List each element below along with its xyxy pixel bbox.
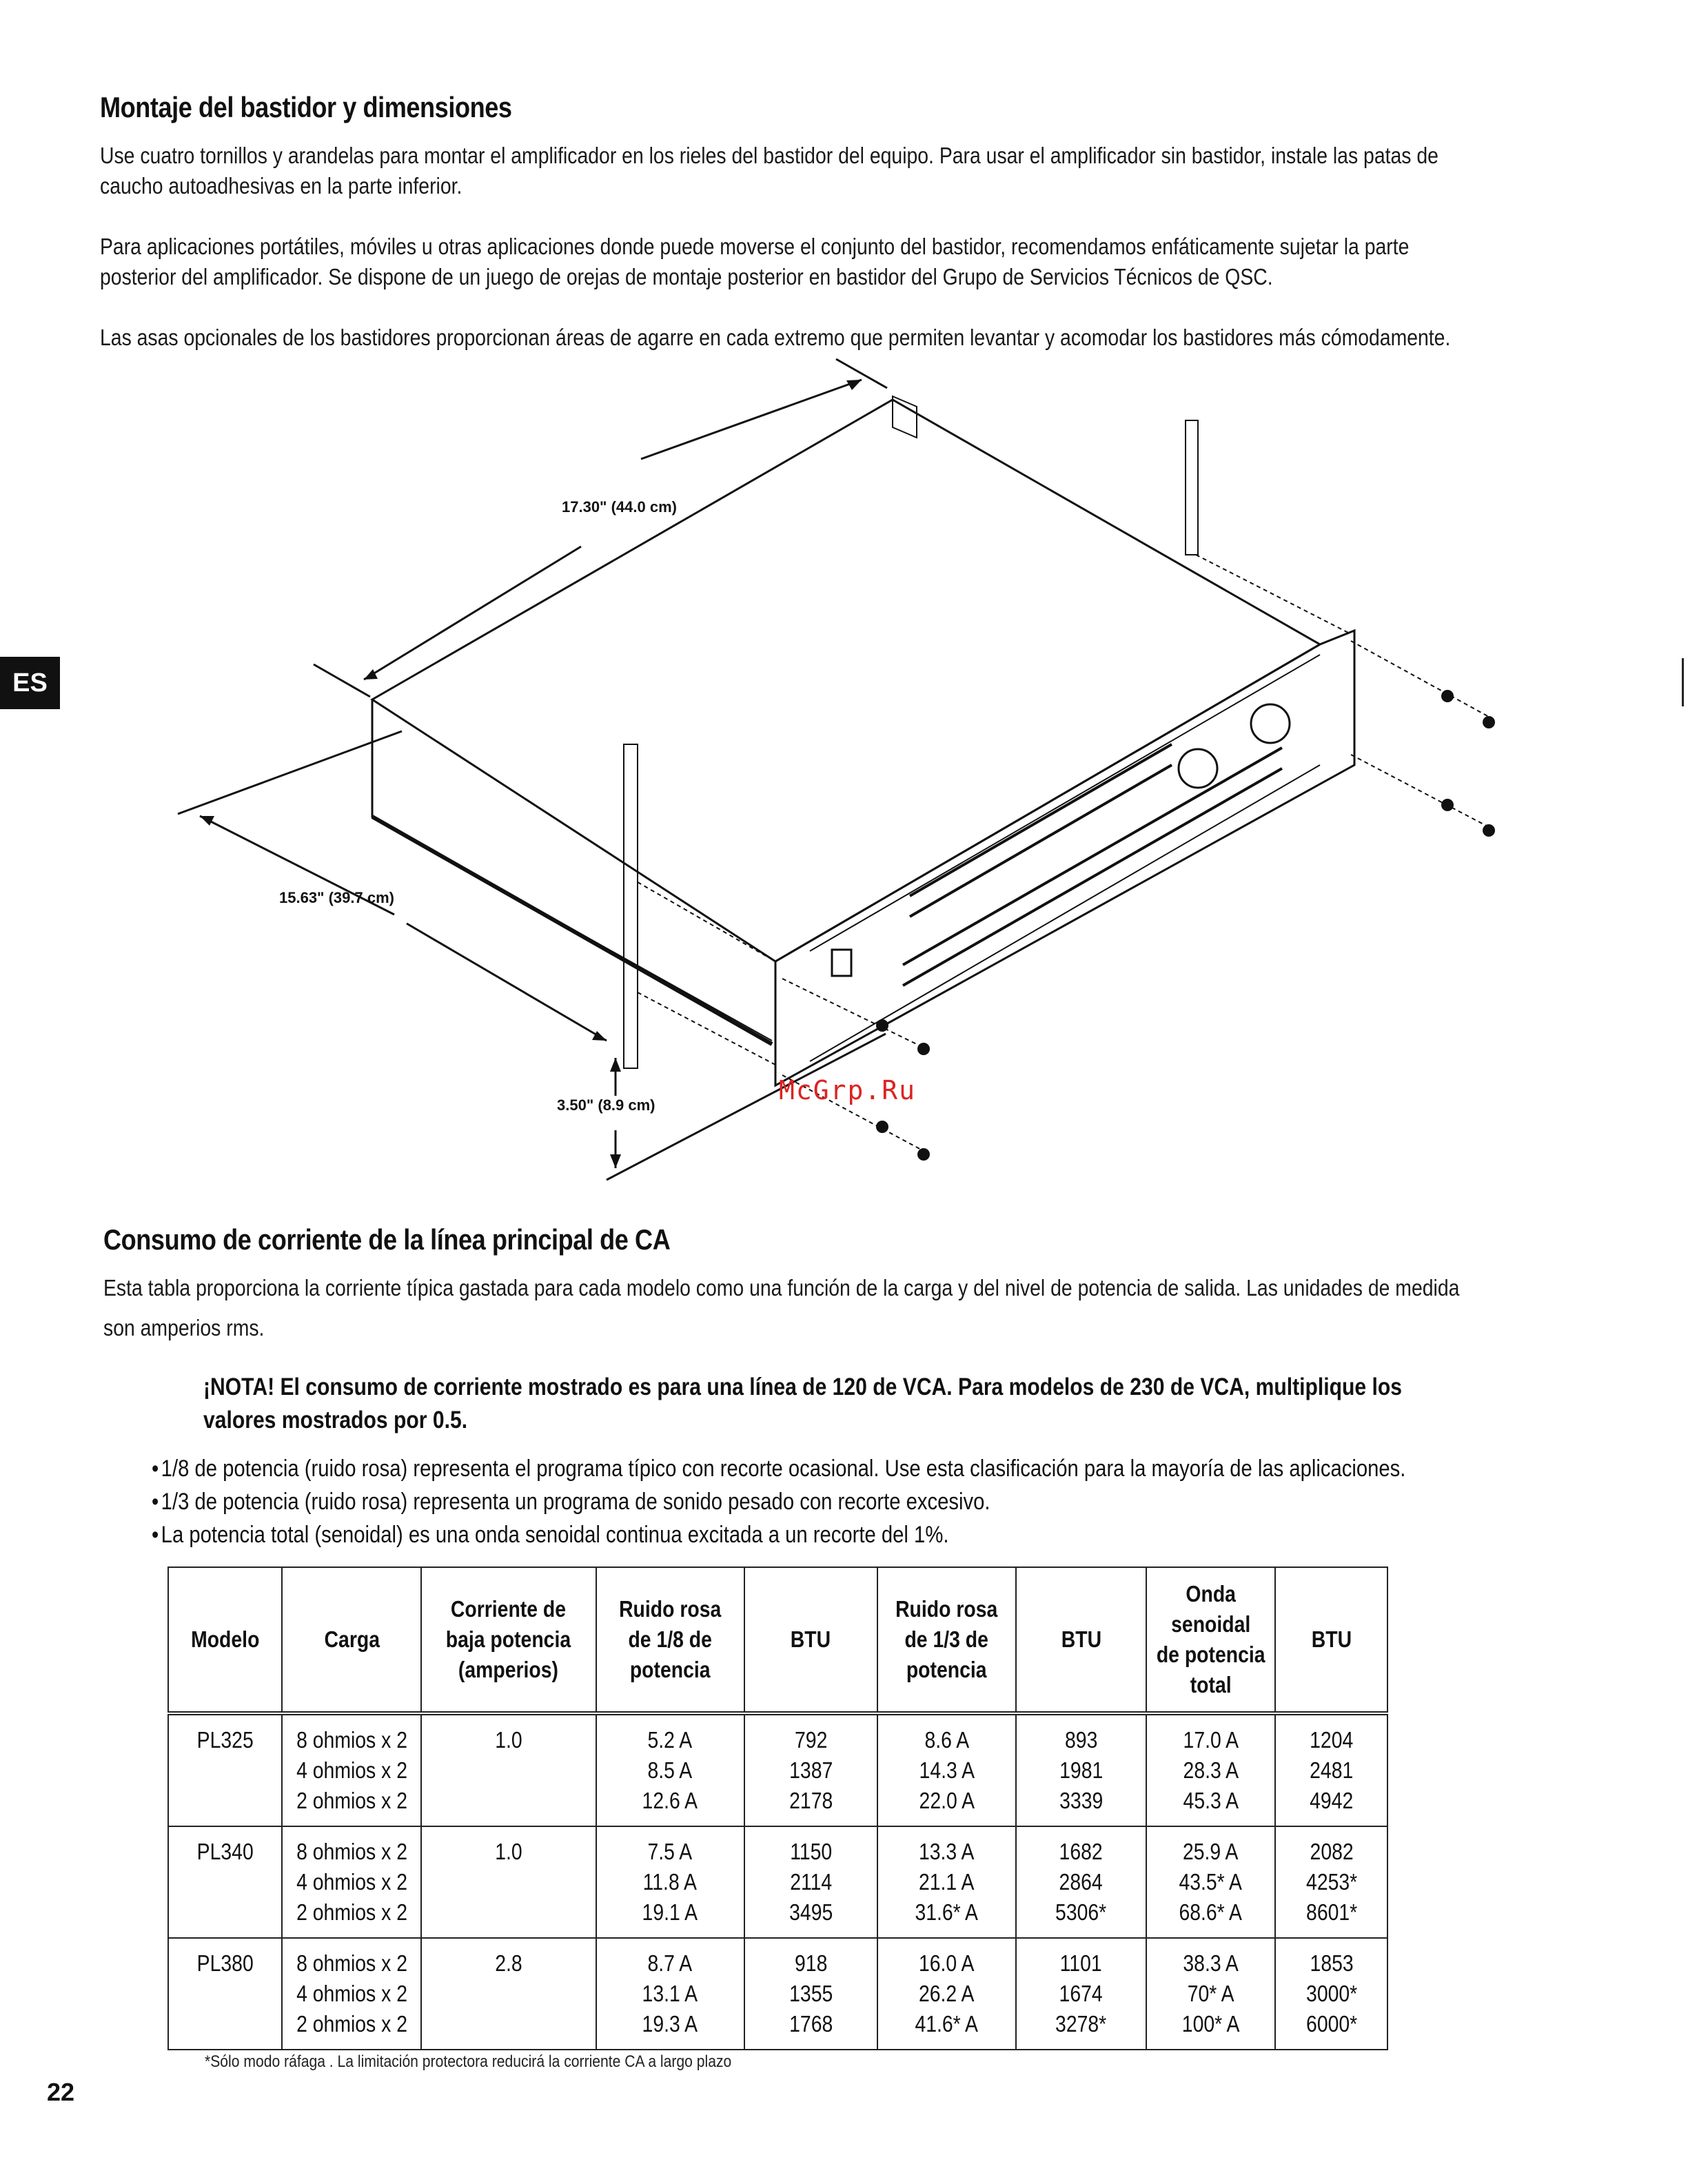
screw-guide-lines	[638, 555, 1489, 1151]
arrowhead-width-left	[200, 816, 214, 826]
cell-idle: 1.0	[421, 1826, 596, 1938]
cell-third: 13.3 A 21.1 A 31.6* A	[877, 1826, 1016, 1938]
gain-knob-channel-1	[1179, 749, 1217, 788]
paragraph-rack-mount-3: Las asas opcionales de los bastidores proporcionan áreas de agarre en cada extremo que permiten levantar y acomodar los bastidores más cómodamente.	[100, 325, 1451, 350]
mounting-screws	[876, 690, 1495, 1161]
cell-btu3: 2082 4253* 8601*	[1275, 1826, 1387, 1938]
cell-btu2: 1682 2864 5306*	[1016, 1826, 1146, 1938]
note-line-1: ¡NOTA! El consumo de corriente mostrado es para una línea de 120 de VCA. Para modelos de 230 de VCA, multiplique los	[203, 1374, 1403, 1400]
header-btu-2: BTU	[1016, 1567, 1146, 1713]
cell-btu1: 1150 2114 3495	[744, 1826, 878, 1938]
arrowhead-depth-front	[364, 669, 378, 680]
section-title-rack-mount: Montaje del bastidor y dimensiones	[100, 91, 512, 123]
front-panel-inner-top	[810, 655, 1320, 951]
arrowhead-height-top	[610, 1058, 621, 1072]
page-number: 22	[47, 2078, 75, 2106]
header-idle-current: Corriente de baja potencia (amperios)	[421, 1567, 596, 1713]
cell-model: PL325	[168, 1713, 282, 1826]
front-panel-inner-bottom	[810, 765, 1320, 1061]
cell-btu3: 1204 2481 4942	[1275, 1713, 1387, 1826]
depth-dimension-line-lower	[364, 547, 581, 680]
header-load: Carga	[282, 1567, 421, 1713]
cell-load: 8 ohmios x 2 4 ohmios x 2 2 ohmios x 2	[282, 1713, 421, 1826]
paragraph-ac-intro-1: Esta tabla proporciona la corriente típica gastada para cada modelo como una función de la carga y del nivel de potencia de salida. Las unidades de medida	[103, 1275, 1460, 1300]
arrowhead-height-bottom	[610, 1154, 621, 1168]
cell-full: 38.3 A 70* A 100* A	[1146, 1938, 1276, 2050]
table-row	[168, 1826, 1387, 1938]
rack-rail-right	[1186, 420, 1198, 555]
watermark-text: McGrp.Ru	[779, 1075, 917, 1105]
bullet-item: • La potencia total (senoidal) es una onda senoidal continua excitada a un recorte del 1%.	[152, 1522, 949, 1548]
cell-btu3: 1853 3000* 6000*	[1275, 1938, 1387, 2050]
chassis-inner-edge	[420, 844, 772, 1041]
bullet-item: • 1/3 de potencia (ruido rosa) representa un programa de sonido pesado con recorte excesivo.	[152, 1489, 990, 1515]
rack-rail-left	[624, 744, 638, 1068]
cell-eighth: 5.2 A 8.5 A 12.6 A	[596, 1713, 744, 1826]
gain-knob-channel-2	[1251, 704, 1290, 743]
power-switch	[832, 950, 851, 976]
current-draw-table	[167, 1566, 1388, 2050]
width-dimension-line-right	[407, 923, 607, 1041]
header-btu-3: BTU	[1275, 1567, 1387, 1713]
chassis-top	[372, 400, 1320, 961]
cell-idle: 2.8	[421, 1938, 596, 2050]
cell-third: 8.6 A 14.3 A 22.0 A	[877, 1713, 1016, 1826]
depth-dimension-tick-front	[314, 664, 370, 697]
paragraph-rack-mount-2a: Para aplicaciones portátiles, móviles u otras aplicaciones donde puede moverse el conjunto del bastidor, recomendamos enfáticamente sujetar la parte	[100, 234, 1410, 259]
cell-btu2: 1101 1674 3278*	[1016, 1938, 1146, 2050]
section-title-ac-current: Consumo de corriente de la línea principal de CA	[103, 1223, 671, 1256]
bullet-text: 1/3 de potencia (ruido rosa) representa un programa de sonido pesado con recorte excesivo.	[161, 1489, 990, 1515]
depth-dimension-tick-back	[836, 359, 887, 388]
front-vents	[903, 744, 1282, 986]
header-eighth-power: Ruido rosa de 1/8 de potencia	[596, 1567, 744, 1713]
note-line-2: valores mostrados por 0.5.	[203, 1407, 468, 1433]
depth-dimension-label: 17.30" (44.0 cm)	[562, 498, 677, 516]
table-header-row	[168, 1567, 1387, 1713]
language-tab: ES	[0, 657, 60, 709]
table-row	[168, 1938, 1387, 2050]
cell-idle: 1.0	[421, 1713, 596, 1826]
cell-btu1: 792 1387 2178	[744, 1713, 878, 1826]
height-dimension-label: 3.50" (8.9 cm)	[557, 1096, 655, 1114]
paragraph-rack-mount-1b: caucho autoadhesivas en la parte inferior.	[100, 173, 462, 198]
cell-model: PL340	[168, 1826, 282, 1938]
bullet-text: 1/8 de potencia (ruido rosa) representa el programa típico con recorte ocasional. Use esta clasificación para la mayoría de las aplicaciones.	[161, 1456, 1406, 1482]
depth-dimension-line-upper	[641, 380, 862, 459]
width-dimension-label: 15.63" (39.7 cm)	[279, 889, 394, 906]
table-footnote: *Sólo modo ráfaga . La limitación protectora reducirá la corriente CA a largo plazo	[205, 2052, 732, 2071]
bullet-text: La potencia total (senoidal) es una onda senoidal continua excitada a un recorte del 1%.	[161, 1522, 949, 1548]
chassis-left-side	[372, 700, 772, 1044]
cell-btu1: 918 1355 1768	[744, 1938, 878, 2050]
cell-full: 25.9 A 43.5* A 68.6* A	[1146, 1826, 1276, 1938]
cell-third: 16.0 A 26.2 A 41.6* A	[877, 1938, 1016, 2050]
header-btu-1: BTU	[744, 1567, 878, 1713]
cell-eighth: 7.5 A 11.8 A 19.1 A	[596, 1826, 744, 1938]
cell-model: PL380	[168, 1938, 282, 2050]
paragraph-rack-mount-2b: posterior del amplificador. Se dispone de un juego de orejas de montaje posterior en bastidor del Grupo de Servicios Técnicos de QSC.	[100, 264, 1273, 289]
header-third-power: Ruido rosa de 1/3 de potencia	[877, 1567, 1016, 1713]
cell-load: 8 ohmios x 2 4 ohmios x 2 2 ohmios x 2	[282, 1826, 421, 1938]
cell-full: 17.0 A 28.3 A 45.3 A	[1146, 1713, 1276, 1826]
header-full-power: Onda senoidal de potencia total	[1146, 1567, 1276, 1713]
width-dimension-tick	[178, 731, 402, 814]
table-row	[168, 1713, 1387, 1826]
paragraph-rack-mount-1a: Use cuatro tornillos y arandelas para montar el amplificador en los rieles del bastidor del equipo. Para usar el amplificador sin bastidor, instale las patas de	[100, 143, 1438, 168]
header-model: Modelo	[168, 1567, 282, 1713]
cell-btu2: 893 1981 3339	[1016, 1713, 1146, 1826]
paragraph-ac-intro-2: son amperios rms.	[103, 1315, 265, 1340]
cell-load: 8 ohmios x 2 4 ohmios x 2 2 ohmios x 2	[282, 1938, 421, 2050]
front-panel	[775, 631, 1354, 1085]
cell-eighth: 8.7 A 13.1 A 19.3 A	[596, 1938, 744, 2050]
bullet-item: • 1/8 de potencia (ruido rosa) representa el programa típico con recorte ocasional. Use esta clasificación para la mayoría de las aplicaciones.	[152, 1456, 1406, 1482]
